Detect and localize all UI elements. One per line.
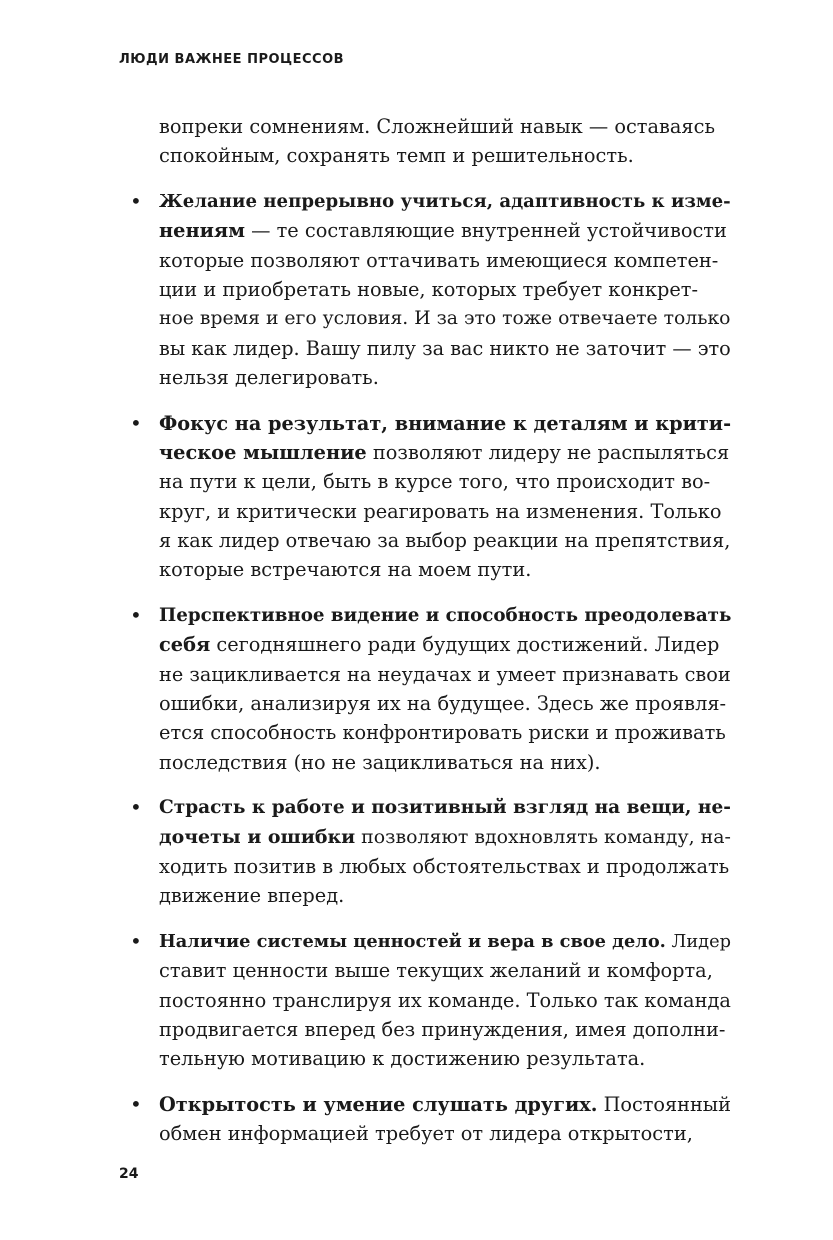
text-line: вопреки сомнениям. Сложнейший навык — оставаясь	[159, 115, 715, 138]
text-line	[159, 927, 739, 956]
list-item	[130, 409, 739, 585]
text-line: которые позволяют оттачивать имеющиеся компетен-	[159, 248, 719, 272]
bold-term: дочеты и ошибки	[159, 825, 356, 848]
text-line	[159, 601, 739, 630]
bold-term: Перспективное видение и способность преодолевать	[159, 604, 732, 626]
text-line	[159, 823, 739, 852]
page-number: 24	[119, 1166, 139, 1182]
text-line: круг, и критически реагировать на изменения. Только	[159, 499, 722, 523]
text-run: Лидер	[665, 931, 731, 952]
text-line: движение вперед.	[159, 884, 345, 908]
text-line: ное время и его условия. И за это тоже отвечаете только	[159, 308, 731, 330]
text-run: сегодняшнего ради будущих достижений. Лидер	[210, 633, 720, 657]
text-line	[159, 793, 739, 822]
bullet-icon: •	[130, 1091, 142, 1116]
bullet-icon: •	[130, 795, 142, 820]
bold-term: Открытость и умение слушать других.	[159, 1092, 598, 1116]
text-line: ошибки, анализируя их на будущее. Здесь же проявля-	[159, 692, 727, 716]
text-line: ции и приобретать новые, которых требует конкрет-	[159, 277, 699, 301]
list-item	[130, 927, 739, 1074]
running-header: ЛЮДИ ВАЖНЕЕ ПРОЦЕССОВ	[119, 52, 345, 67]
list-item	[130, 793, 739, 911]
text-run: позволяют вдохновлять команду, на-	[355, 825, 731, 848]
bold-term: Желание непрерывно учиться, адаптивность к изме-	[159, 190, 731, 212]
bullet-icon: •	[130, 602, 142, 627]
text-line: тельную мотивацию к достижению результата.	[159, 1047, 646, 1071]
bullet-icon: •	[130, 928, 142, 953]
text-line: обмен информацией требует от лидера открытости,	[159, 1122, 693, 1146]
bold-term: себя	[159, 633, 211, 657]
text-line: спокойным, сохранять темп и решительность.	[159, 144, 634, 168]
text-line	[159, 216, 739, 245]
text-line: нельзя делегировать.	[159, 366, 379, 390]
list-item	[130, 1090, 739, 1149]
text-line	[159, 409, 739, 438]
text-line: на пути к цели, быть в курсе того, что происходит во-	[159, 470, 711, 494]
text-line	[159, 438, 739, 467]
text-run: позволяют лидеру не распыляться	[366, 440, 730, 464]
text-run: — те составляющие внутренней устойчивости	[245, 219, 727, 243]
list-item	[130, 187, 739, 393]
text-line: вы как лидер. Вашу пилу за вас никто не заточит — это	[159, 336, 731, 360]
text-line: продвигается вперед без принуждения, имея дополни-	[159, 1017, 726, 1041]
text-line: ставит ценности выше текущих желаний и комфорта,	[159, 959, 713, 983]
text-line: последствия (но не зацикливаться на них).	[159, 750, 601, 774]
text-line: постоянно транслируя их команде. Только так команда	[159, 988, 731, 1012]
intro-paragraph	[159, 112, 739, 171]
text-line: которые встречаются на моем пути.	[159, 558, 532, 582]
text-line: ходить позитив в любых обстоятельствах и продолжать	[159, 854, 730, 878]
bullet-icon: •	[130, 188, 142, 213]
bold-term: ческое мышление	[159, 440, 367, 464]
bold-term: Наличие системы ценностей и вера в свое дело.	[159, 930, 666, 952]
text-line	[159, 630, 739, 659]
bold-term: Страсть к работе и позитивный взгляд на вещи, не-	[159, 797, 731, 819]
text-line: ется способность конфронтировать риски и проживать	[159, 721, 726, 745]
text-line	[159, 1090, 739, 1119]
page-body	[130, 112, 739, 1149]
text-run: Постоянный	[597, 1092, 731, 1116]
text-line: я как лидер отвечаю за выбор реакции на препятствия,	[159, 529, 731, 553]
text-line	[159, 187, 739, 216]
bullet-icon: •	[130, 410, 142, 435]
text-line: не зацикливается на неудачах и умеет признавать свои	[159, 662, 731, 686]
bold-term: нениям	[159, 219, 245, 243]
list-item	[130, 601, 739, 777]
bold-term: Фокус на результат, внимание к деталям и крити-	[159, 411, 732, 435]
